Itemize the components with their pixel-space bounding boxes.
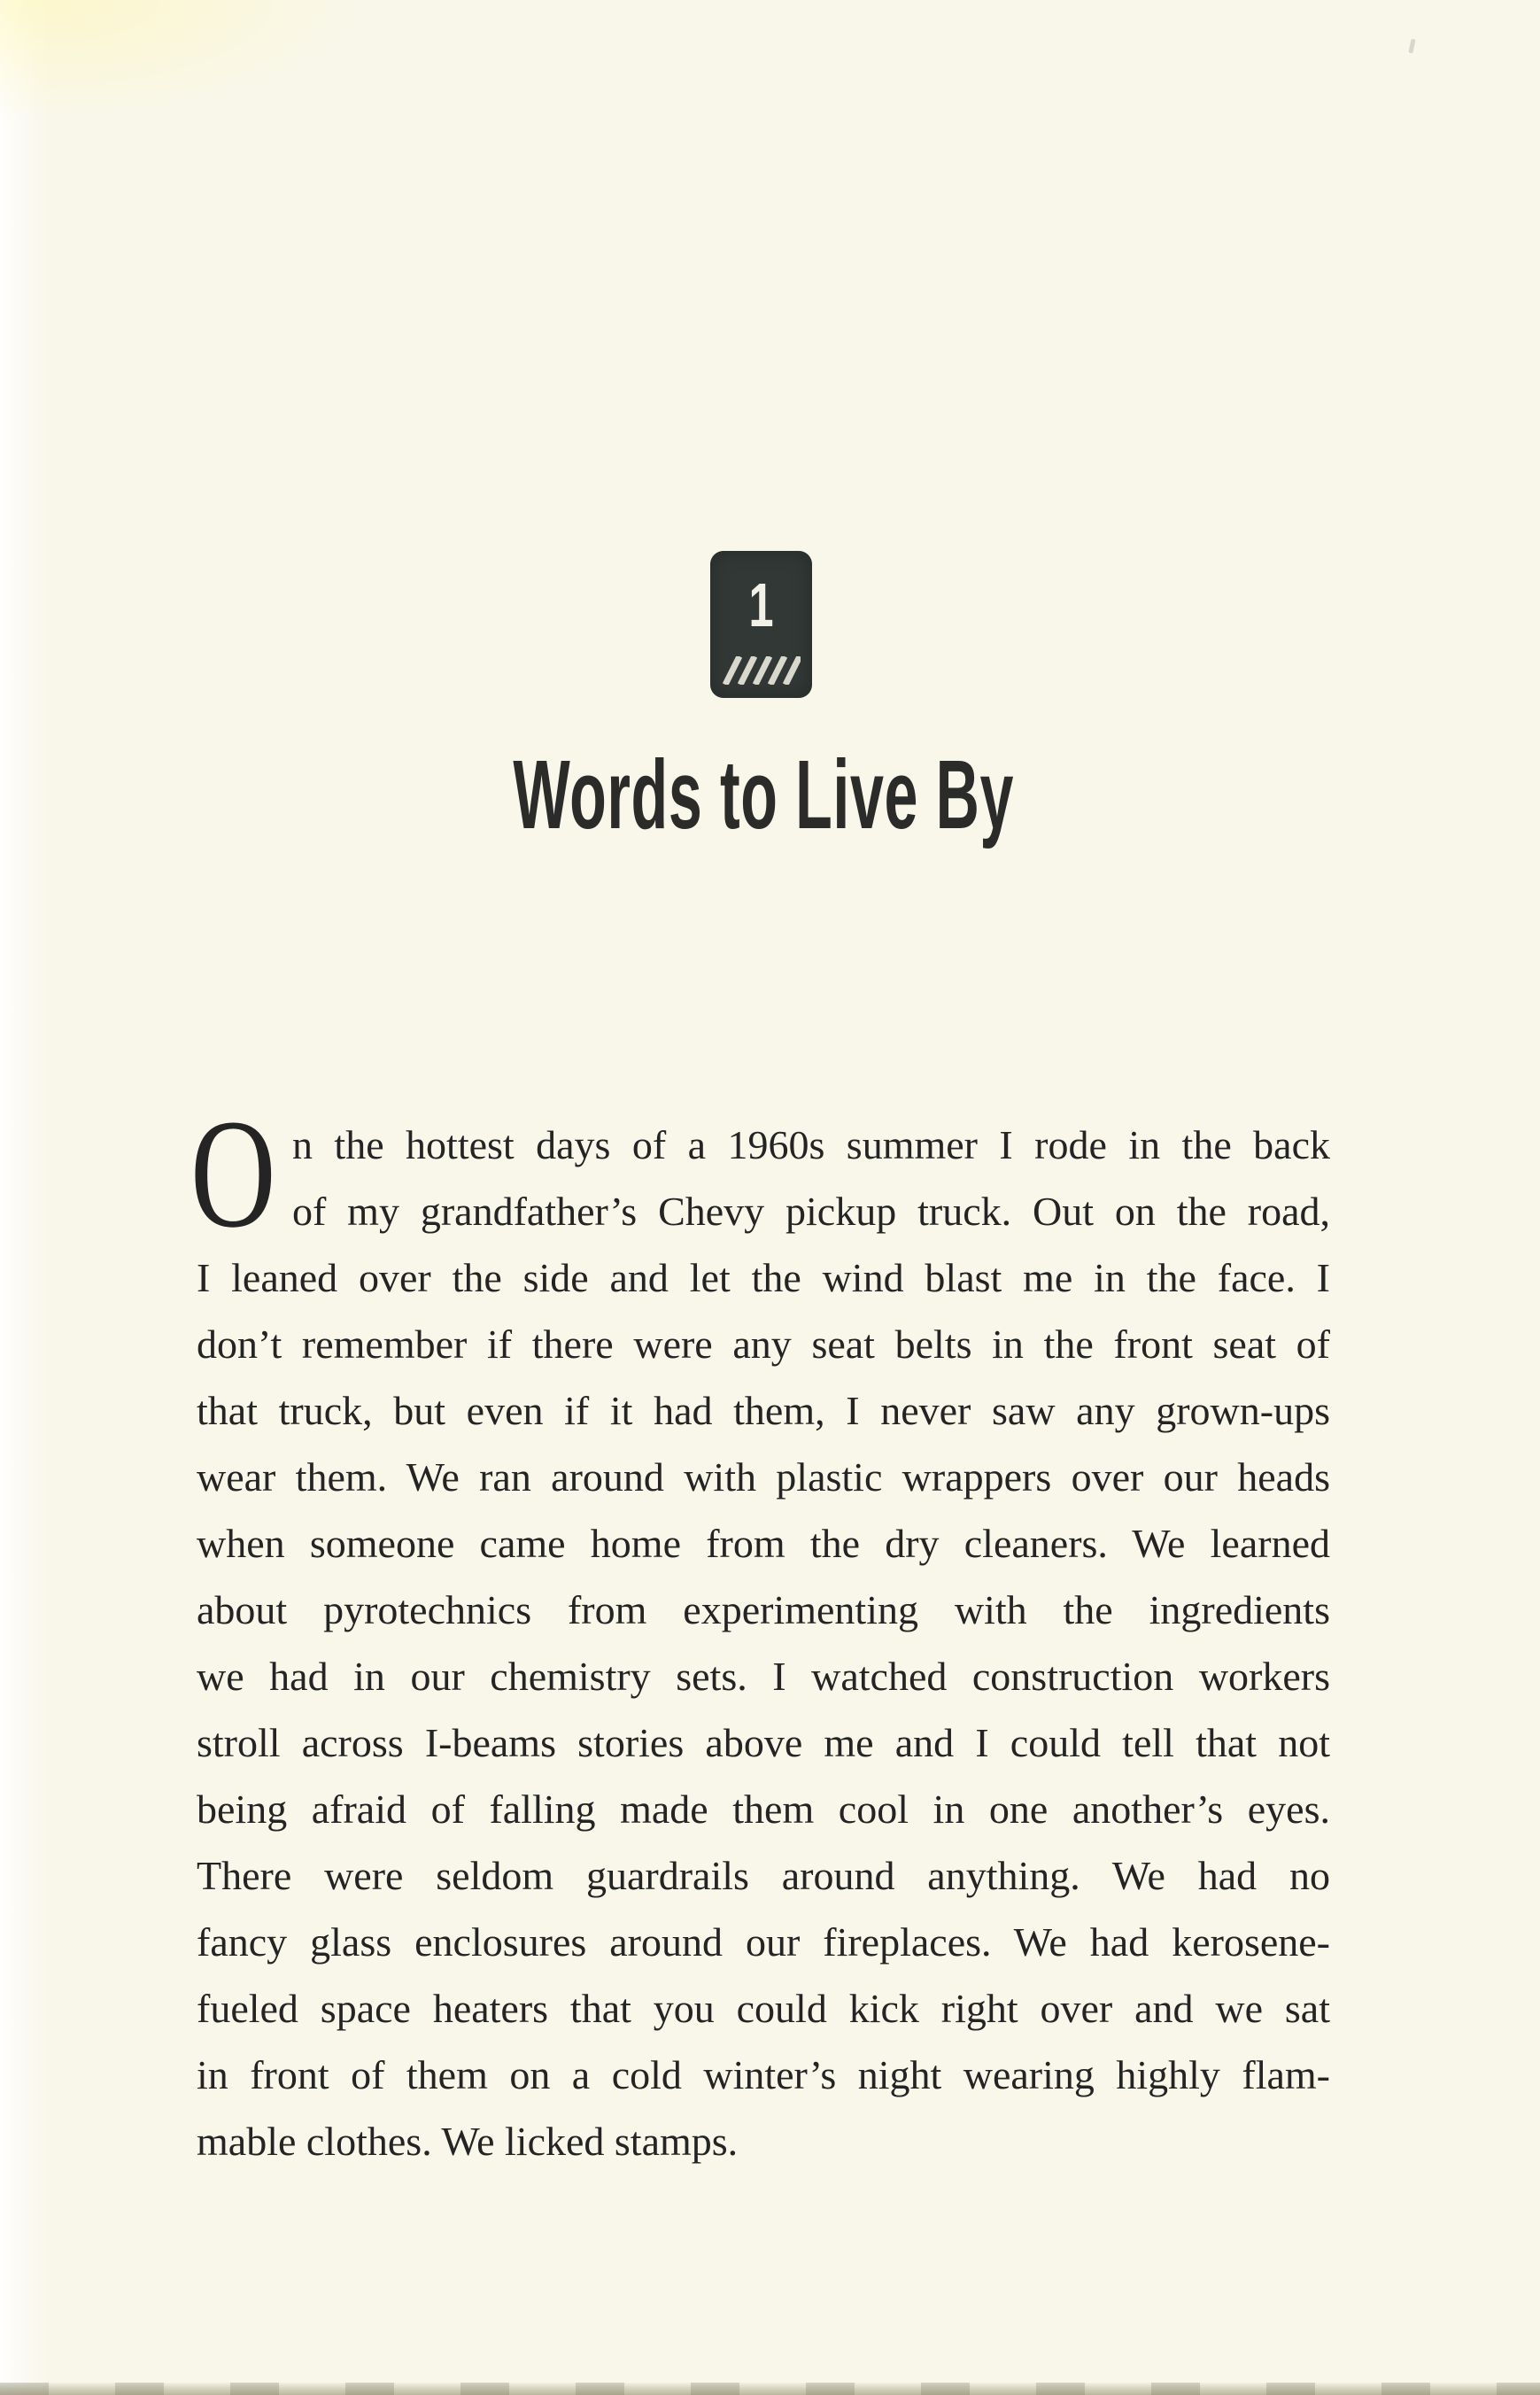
- drop-cap: O: [190, 1088, 276, 1260]
- body-text-line: don’t remember if there were any seat belts in the front seat of: [197, 1322, 1330, 1367]
- body-text-line: in front of them on a cold winter’s night wearing highly flam-: [197, 2052, 1330, 2097]
- body-text-line: being afraid of falling made them cool in one another’s eyes.: [197, 1787, 1330, 1832]
- body-text-line: I leaned over the side and let the wind blast me in the face. I: [197, 1255, 1330, 1300]
- chapter-number-badge: [710, 551, 812, 698]
- body-text-line: when someone came home from the dry cleaners. We learned: [197, 1521, 1330, 1566]
- body-text-line: stroll across I-beams stories above me and I could tell that not: [197, 1720, 1330, 1765]
- body-text-line: that truck, but even if it had them, I never saw any grown-ups: [197, 1388, 1330, 1433]
- body-text-line: wear them. We ran around with plastic wrappers over our heads: [197, 1454, 1330, 1500]
- body-text-line: fueled space heaters that you could kick right over and we sat: [197, 1986, 1330, 2031]
- chapter-body-paragraph: [190, 1088, 1330, 2174]
- chapter-number: [710, 570, 812, 639]
- scan-speck: [1408, 39, 1415, 54]
- chapter-title-text: Words to Live By: [513, 740, 1014, 849]
- body-text-line: fancy glass enclosures around our fireplaces. We had kerosene-: [197, 1919, 1330, 1965]
- body-text-line: we had in our chemistry sets. I watched construction workers: [197, 1654, 1330, 1699]
- chapter-number-text: 1: [748, 570, 774, 639]
- page-bottom-edge-shadow: [0, 2383, 1540, 2395]
- diagonal-hatch-icon: [722, 656, 801, 685]
- body-text-line: mable clothes. We licked stamps.: [197, 2119, 739, 2164]
- chapter-title: [197, 740, 1330, 849]
- body-text-line: of my grandfather’s Chevy pickup truck. Out on the road,: [292, 1189, 1330, 1234]
- body-text-line: There were seldom guardrails around anything. We had no: [197, 1853, 1330, 1898]
- body-text-line: n the hottest days of a 1960s summer I rode in the back: [292, 1122, 1330, 1167]
- body-text-line: about pyrotechnics from experimenting with the ingredients: [197, 1587, 1330, 1632]
